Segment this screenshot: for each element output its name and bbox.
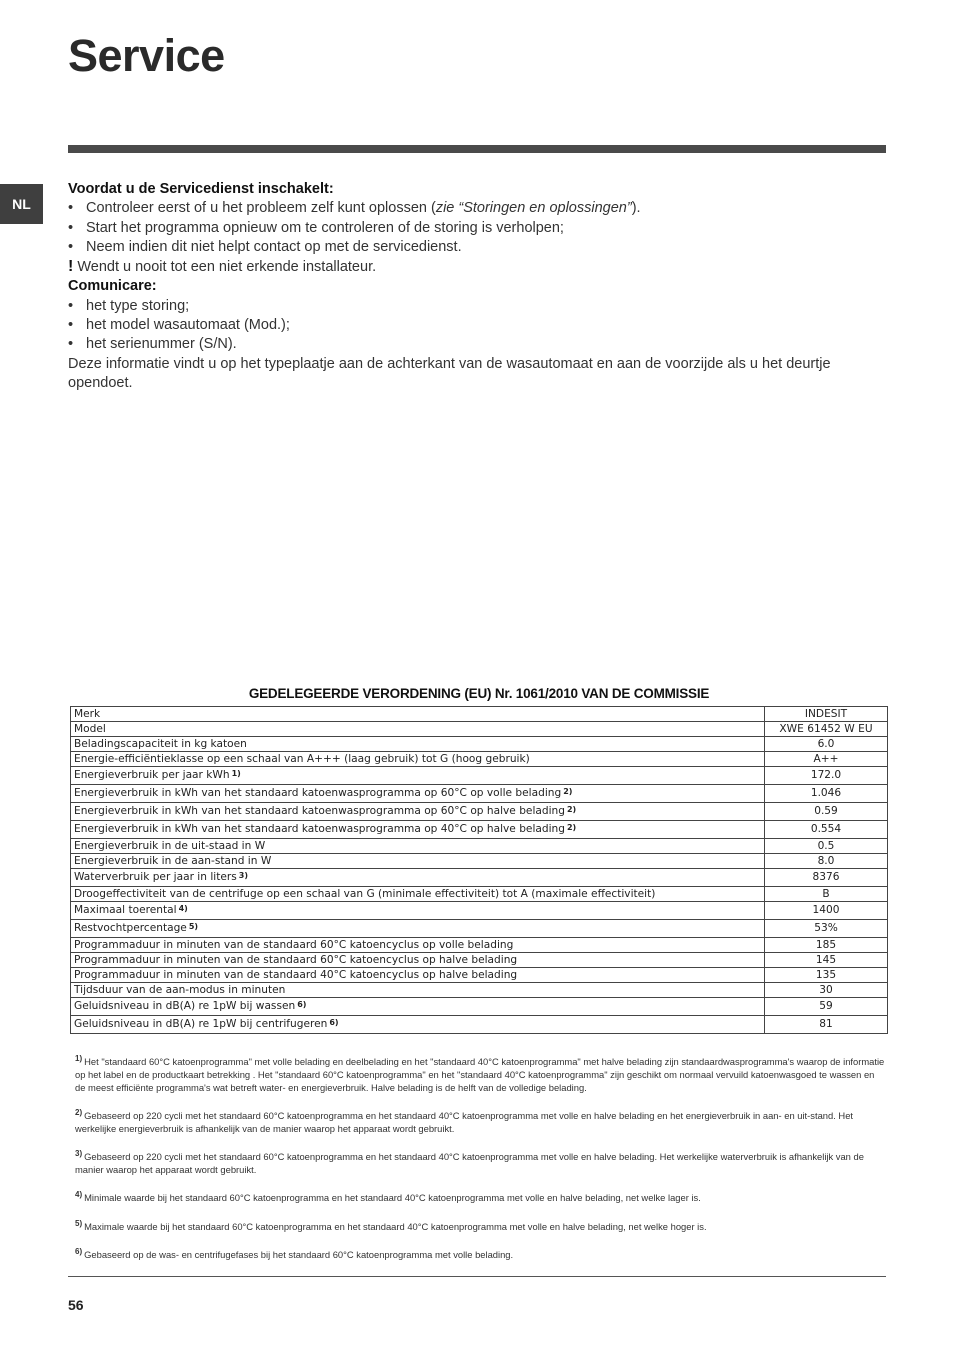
footnote-text: Gebaseerd op 220 cycli met het standaard 60°C katoenprogramma en het standaard 40°C katoenprogramma met volle en halve belading. Het werkelijke waterverbruik is afhankelijk van de manier waarop het apparaat wordt gebruikt. — [75, 1151, 864, 1176]
bullet-item — [68, 238, 886, 257]
footnote-number: 2) — [75, 1108, 83, 1118]
bullet-text: Controleer eerst of u het probleem zelf kunt oplossen (zie “Storingen en oplossingen”). — [86, 200, 641, 217]
spec-label: Programmaduur in minuten van de standaard 60°C katoencyclus op volle belading — [71, 938, 765, 953]
bullet-icon: • — [68, 297, 74, 314]
footnote-ref: 6) — [297, 1000, 307, 1009]
spec-label: Droogeffectiviteit van de centrifuge op een schaal van G (minimale effectiviteit) tot A (maximale effectiviteit) — [71, 887, 765, 902]
spec-value: 185 — [765, 938, 888, 953]
typeplate-note: Deze informatie vindt u op het typeplaatje aan de achterkant van de wasautomaat en aan de voorzijde als u het deurtje opendoet. — [68, 355, 831, 391]
before-service-heading: Voordat u de Servicedienst inschakelt: — [68, 181, 334, 197]
spec-value: 1400 — [765, 902, 888, 920]
spec-label: Waterverbruik per jaar in liters $^{3)}$ — [71, 869, 765, 887]
spec-row — [71, 722, 888, 737]
footnote — [75, 1106, 885, 1135]
spec-value: B — [765, 887, 888, 902]
product-spec-table — [70, 706, 888, 1034]
spec-row — [71, 767, 888, 785]
header-divider — [68, 145, 886, 153]
bullet-text: het type storing; — [86, 297, 190, 314]
spec-value: 8.0 — [765, 854, 888, 869]
spec-label: Geluidsniveau in dB(A) re 1pW bij wassen $^{6)}$ — [71, 998, 765, 1016]
spec-label: Energieverbruik in kWh van het standaard katoenwasprogramma op 40°C op halve belading $^{2)}$ — [71, 821, 765, 839]
warning-text: Wendt u nooit tot een niet erkende installateur. — [77, 259, 377, 276]
spec-row — [71, 869, 888, 887]
footnote-text: Gebaseerd op 220 cycli met het standaard 60°C katoenprogramma en het standaard 40°C katoenprogramma met volle en halve belading en het energieverbruik in aan- en uit-stand. Het werkelijke energieverbruik is afhankelijk van de manier waarop het apparaat wordt gebruikt. — [75, 1110, 854, 1135]
bullet-item — [68, 316, 886, 335]
spec-label: Energieverbruik in kWh van het standaard katoenwasprogramma op 60°C op halve belading $^{2)}$ — [71, 803, 765, 821]
footnote-ref: 1) — [231, 769, 241, 778]
footnote — [75, 1052, 885, 1094]
spec-label: Energieverbruik per jaar kWh $^{1)}$ — [71, 767, 765, 785]
spec-row — [71, 902, 888, 920]
spec-value: 1.046 — [765, 785, 888, 803]
footnote — [75, 1217, 885, 1233]
spec-label: Programmaduur in minuten van de standaard 40°C katoencyclus op halve belading — [71, 968, 765, 983]
spec-value: 0.59 — [765, 803, 888, 821]
footnote-number: 6) — [75, 1246, 83, 1256]
spec-row — [71, 737, 888, 752]
spec-value: 59 — [765, 998, 888, 1016]
spec-row — [71, 821, 888, 839]
spec-row — [71, 938, 888, 953]
spec-row — [71, 854, 888, 869]
spec-label: Energieverbruik in de uit-staad in W — [71, 839, 765, 854]
page-title: Service — [68, 30, 225, 81]
footnote-ref: 4) — [178, 904, 188, 913]
spec-value: A++ — [765, 752, 888, 767]
footnote-number: 3) — [75, 1149, 83, 1159]
spec-label: Programmaduur in minuten van de standaard 60°C katoencyclus op halve belading — [71, 953, 765, 968]
spec-row — [71, 953, 888, 968]
footnote-text: Maximale waarde bij het standaard 60°C katoenprogramma en het standaard 40°C katoenprogramma met volle en halve belading, net welke hoger is. — [84, 1220, 707, 1232]
spec-value: INDESIT — [765, 707, 888, 722]
page-number: 56 — [68, 1297, 84, 1313]
bullet-icon: • — [68, 317, 74, 334]
spec-table-body — [71, 707, 888, 1034]
spec-row — [71, 785, 888, 803]
footnote-text: Gebaseerd op de was- en centrifugefases bij het standaard 60°C katoenprogramma met volle belading. — [84, 1248, 514, 1260]
spec-row — [71, 998, 888, 1016]
spec-row — [71, 887, 888, 902]
bullet-item — [68, 297, 886, 316]
service-instructions — [68, 180, 886, 393]
spec-value: 6.0 — [765, 737, 888, 752]
spec-row — [71, 707, 888, 722]
footnote-number: 5) — [75, 1218, 83, 1228]
footnote-number: 4) — [75, 1190, 83, 1200]
footnote — [75, 1245, 885, 1261]
spec-value: XWE 61452 W EU — [765, 722, 888, 737]
bullet-item — [68, 199, 886, 218]
communicate-heading: Comunicare: — [68, 278, 157, 295]
spec-label: Merk — [71, 707, 765, 722]
footnote-ref: 2) — [563, 787, 573, 796]
spec-row — [71, 1016, 888, 1034]
footnote — [75, 1147, 885, 1176]
spec-label: Beladingscapaciteit in kg katoen — [71, 737, 765, 752]
spec-label: Restvochtpercentage $^{5)}$ — [71, 920, 765, 938]
spec-label: Maximaal toerental $^{4)}$ — [71, 902, 765, 920]
spec-label: Geluidsniveau in dB(A) re 1pW bij centrifugeren $^{6)}$ — [71, 1016, 765, 1034]
bullet-item — [68, 219, 886, 238]
footnote-text: Minimale waarde bij het standaard 60°C katoenprogramma en het standaard 40°C katoenprogramma met volle en halve belading, net welke lager is. — [84, 1192, 701, 1204]
spec-label: Energieverbruik in de aan-stand in W — [71, 854, 765, 869]
spec-value: 0.5 — [765, 839, 888, 854]
footnote-ref: 3) — [238, 871, 249, 880]
bullet-text: Start het programma opnieuw om te controleren of de storing is verholpen; — [86, 219, 564, 236]
spec-value: 145 — [765, 953, 888, 968]
spec-row — [71, 803, 888, 821]
bullet-text: het serienummer (S/N). — [86, 336, 237, 353]
bullet-text: het model wasautomaat (Mod.); — [86, 317, 290, 334]
language-tab: NL — [0, 184, 43, 224]
bullet-text: Neem indien dit niet helpt contact op met de servicedienst. — [86, 238, 462, 255]
footnote-ref: 5) — [188, 922, 199, 931]
spec-label: Model — [71, 722, 765, 737]
bullet-icon: • — [68, 200, 74, 217]
bullet-icon: • — [68, 238, 74, 255]
footnote-ref: 2) — [566, 805, 577, 814]
warning-note — [68, 257, 886, 277]
spec-value: 81 — [765, 1016, 888, 1034]
exclamation-icon: ! — [68, 258, 74, 276]
footnote — [75, 1188, 885, 1204]
spec-value: 8376 — [765, 869, 888, 887]
spec-row — [71, 839, 888, 854]
footnote-number: 1) — [75, 1054, 83, 1063]
spec-label: Energie-efficiëntieklasse op een schaal van A+++ (laag gebruik) tot G (hoog gebruik) — [71, 752, 765, 767]
spec-label: Energieverbruik in kWh van het standaard katoenwasprogramma op 60°C op volle belading $^{2)}$ — [71, 785, 765, 803]
footnote-ref: 2) — [566, 823, 577, 832]
spec-value: 0.554 — [765, 821, 888, 839]
spec-value: 30 — [765, 983, 888, 998]
footnote-text: Het "standaard 60°C katoenprogramma" met volle belading en deelbelading en het "standaard 40°C katoenprogramma" met halve belading zijn standaardwasprogramma's waarop de informatie op het label en de productkaart betrekking . Het "standaard 60°C katoenprogramma" en het "standaard 40°C katoenprogramma" zijn geschikt om normaal vervuild katoenwasgoed te wassen en de meest efficiënte programma's wat betreft water- en energieverbruik. Halve belading is de helft van de volledige belading. — [75, 1056, 885, 1094]
spec-value: 53% — [765, 920, 888, 938]
spec-row — [71, 968, 888, 983]
spec-label: Tijdsduur van de aan-modus in minuten — [71, 983, 765, 998]
footnote-ref: 6) — [329, 1018, 339, 1027]
bullet-icon: • — [68, 219, 74, 236]
spec-value: 135 — [765, 968, 888, 983]
bullet-item — [68, 335, 886, 354]
spec-row — [71, 983, 888, 998]
regulation-title: GEDELEGEERDE VERORDENING (EU) Nr. 1061/2010 VAN DE COMMISSIE — [248, 686, 710, 701]
bullet-icon: • — [68, 336, 74, 353]
spec-row — [71, 920, 888, 938]
footnotes — [75, 1052, 885, 1273]
spec-value: 172.0 — [765, 767, 888, 785]
footer-divider — [68, 1276, 886, 1277]
spec-row — [71, 752, 888, 767]
